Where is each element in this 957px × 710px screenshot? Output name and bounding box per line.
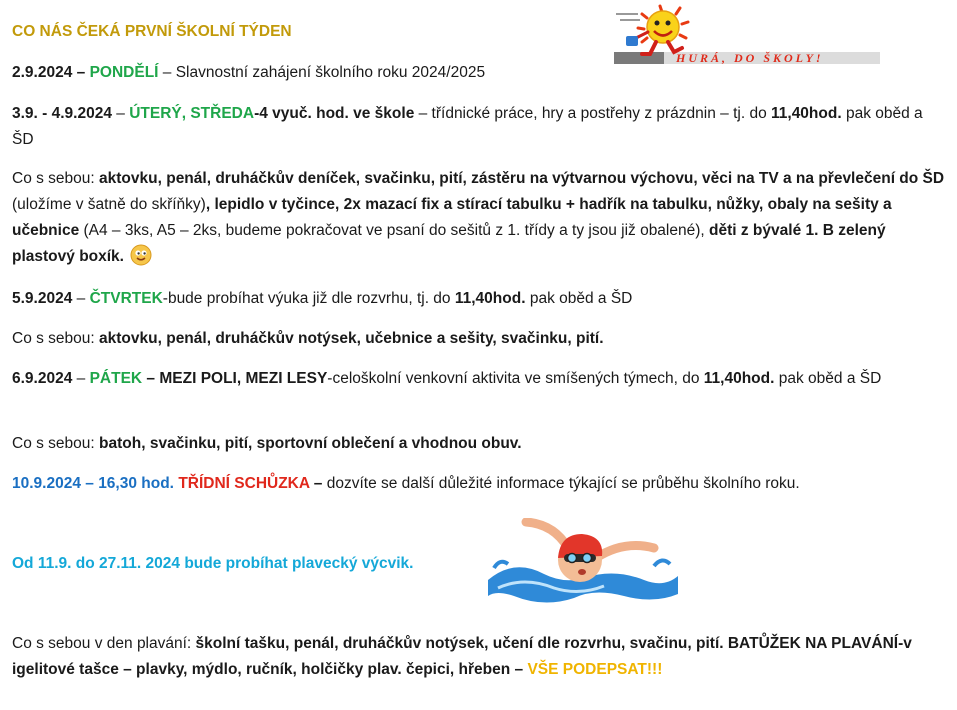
bring-items: školní tašku, penál, druháčkův notýsek, učení dle rozvrhu, svačinu, pití. BATŮŽEK NA PLAVÁNÍ-v igelitové tašce – plavky, mýdlo, ručník, holčičky plav. čepici, hřeben – xyxy=(12,635,912,678)
bring-list-thursday xyxy=(12,326,947,352)
thursday-date: 5.9.2024 xyxy=(12,290,73,307)
friday-text: -celoškolní venkovní aktivita ve smíšených týmech, do xyxy=(327,370,704,387)
thursday-day: ČTVRTEK xyxy=(89,290,163,307)
friday-time: 11,40hod. xyxy=(703,370,775,387)
swimming-line xyxy=(12,551,947,577)
bring-items-1: aktovku, penál, druháčkův deníček, svačinku, pití, zástěru na výtvarnou výchovu, věci na TV a na převlečení do ŠD xyxy=(99,170,945,187)
meeting-event: TŘÍDNÍ SCHŮZKA xyxy=(178,475,310,492)
bring-label: Co s sebou: xyxy=(12,330,100,347)
meeting-date: 10.9.2024 – 16,30 hod. xyxy=(12,475,174,492)
friday-event: – MEZI POLI, MEZI LESY xyxy=(142,370,328,387)
bring-label: Co s sebou: xyxy=(12,170,100,187)
thursday-time: 11,40hod. xyxy=(454,290,526,307)
bring-note-1: (uložíme v šatně do skříňky) xyxy=(12,196,206,213)
tue-wed-text: – třídnické práce, hry a postřehy z prázdnin – tj. do xyxy=(414,105,771,122)
bring-items-2: , lepidlo v tyčince, 2x mazací fix a stírací tabulku + hadřík na tabulku, nůžky, obaly na sešity a učebnice xyxy=(12,196,892,239)
bring-items: aktovku, penál, druháčkův notýsek, učebnice a sešity, svačinku, pití. xyxy=(99,330,604,347)
bring-items: batoh, svačinku, pití, sportovní oblečení a vhodnou obuv. xyxy=(99,435,522,452)
tue-wed-sep: – xyxy=(111,105,130,122)
bring-list-friday xyxy=(12,431,947,457)
tue-wed-date: 3.9. - 4.9.2024 xyxy=(12,105,112,122)
monday-sep: – xyxy=(72,64,90,81)
meeting-line xyxy=(12,471,947,497)
svg-text:HURÁ, DO ŠKOLY!: HURÁ, DO ŠKOLY! xyxy=(676,51,824,65)
bring-label: Co s sebou v den plavání: xyxy=(12,635,196,652)
friday-day: PÁTEK xyxy=(89,370,143,387)
tue-wed-after: pak oběd a ŠD xyxy=(12,105,923,148)
monday-date: 2.9.2024 xyxy=(12,64,73,81)
friday-date: 6.9.2024 xyxy=(12,370,73,387)
thursday-line xyxy=(12,286,947,312)
bring-label: Co s sebou: xyxy=(12,435,100,452)
bring-list-first-days xyxy=(12,166,947,270)
thursday-text: -bude probíhat výuka již dle rozvrhu, tj. do xyxy=(162,290,455,307)
bring-items-3: děti z bývalé 1. B zelený plastový boxík. xyxy=(12,222,886,265)
friday-after: pak oběd a ŠD xyxy=(774,370,882,387)
bring-note-2: (A4 – 3ks, A5 – 2ks, budeme pokračovat ve psaní do sešitů z 1. třídy a ty jsou již obalené), xyxy=(79,222,710,239)
sign-notice: VŠE PODEPSAT!!! xyxy=(527,661,663,678)
tue-wed-day: ÚTERÝ, STŘEDA xyxy=(129,105,255,122)
monday-day: PONDĚLÍ xyxy=(89,64,159,81)
friday-paragraph xyxy=(12,366,947,392)
monday-line xyxy=(12,60,947,86)
swimmer-icon xyxy=(484,518,680,608)
tue-wed-hours: -4 vyuč. hod. ve škole xyxy=(254,105,415,122)
swimming-text: Od 11.9. do 27.11. 2024 bude probíhat plavecký výcvik. xyxy=(12,555,414,572)
tue-wed-time: 11,40hod. xyxy=(771,105,842,122)
monday-text: – Slavnostní zahájení školního roku 2024/2025 xyxy=(158,64,486,81)
friday-sep: – xyxy=(72,370,90,387)
meeting-text: dozvíte se další důležité informace týkající se průběhu školního roku. xyxy=(322,475,800,492)
tue-wed-paragraph xyxy=(12,101,947,153)
thursday-after: pak oběd a ŠD xyxy=(525,290,633,307)
smiley-icon xyxy=(130,244,152,266)
thursday-sep: – xyxy=(72,290,90,307)
bring-list-swimming xyxy=(12,631,947,683)
meeting-dash: – xyxy=(309,475,323,492)
page-title: CO NÁS ČEKÁ PRVNÍ ŠKOLNÍ TÝDEN xyxy=(12,23,292,40)
